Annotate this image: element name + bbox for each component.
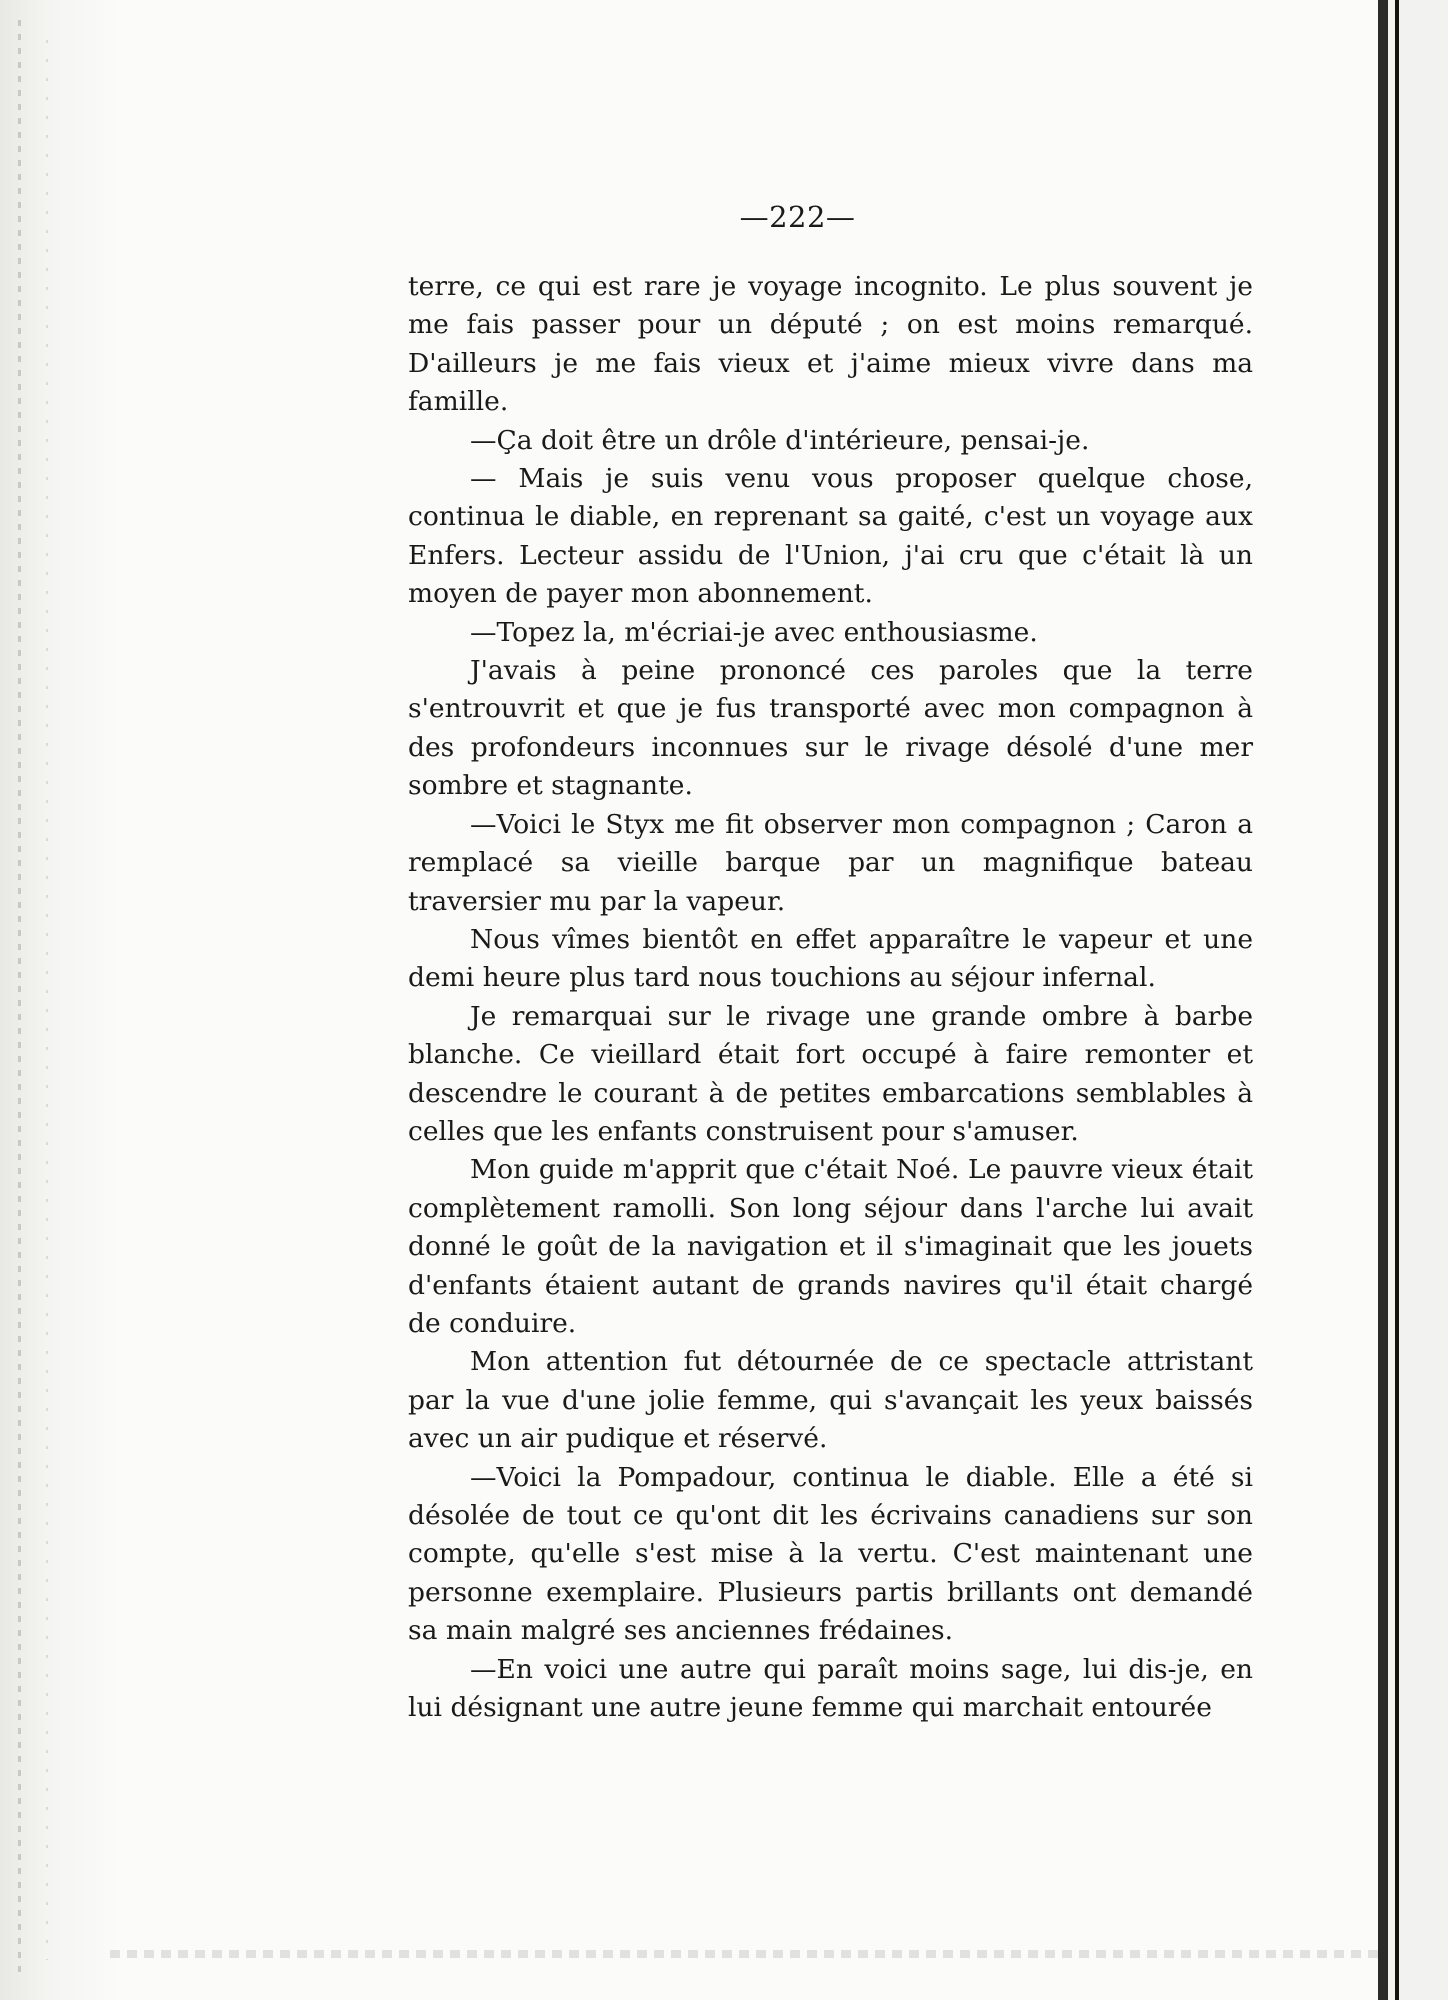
page-right-border (1378, 0, 1388, 2000)
paragraph: —Voici la Pompadour, continua le diable. Elle a été si désolée de tout ce qu'ont dit les écrivains canadiens sur son compte, qu'elle s'est mise à la vertu. C'est maintenant une personne exemplaire. Plusieurs partis brillants ont demandé sa main malgré ses anciennes frédaines. (408, 1461, 1253, 1647)
binding-edge (0, 0, 120, 2000)
paragraph: —Voici le Styx me fit observer mon compagnon ; Caron a remplacé sa vieille barque par un magnifique bateau traversier mu par la vapeur. (408, 808, 1253, 917)
adjacent-page-edge (1395, 0, 1399, 2000)
paragraph: —Topez la, m'écriai-je avec enthousiasme. (470, 616, 1038, 648)
paragraph: J'avais à peine prononcé ces paroles que la terre s'entrouvrit et que je fus transporté avec mon compagnon à des profondeurs inconnues sur le rivage désolé d'une mer sombre et stagnante. (408, 655, 1253, 802)
paragraph: Mon attention fut détournée de ce spectacle attristant par la vue d'une jolie femme, qui s'avançait les yeux baissés avec un air pudique et réservé. (408, 1346, 1253, 1455)
body-text (408, 268, 1253, 1727)
paragraph: Nous vîmes bientôt en effet apparaître le vapeur et une demi heure plus tard nous touchions au séjour infernal. (408, 923, 1253, 994)
paragraph: terre, ce qui est rare je voyage incognito. Le plus souvent je me fais passer pour un député ; on est moins remarqué. D'ailleurs je me fais vieux et j'aime mieux vivre dans ma famille. (408, 271, 1253, 418)
paragraph: — Mais je suis venu vous proposer quelque chose, continua le diable, en reprenant sa gaité, c'est un voyage aux Enfers. Lecteur assidu de l'Union, j'ai cru que c'était là un moyen de payer mon abonnement. (408, 463, 1253, 610)
page-number: —222— (739, 200, 856, 234)
paragraph: Je remarquai sur le rivage une grande ombre à barbe blanche. Ce vieillard était fort occupé à faire remonter et descendre le courant à de petites embarcations semblables à celles que les enfants construisent pour s'amuser. (408, 1000, 1253, 1147)
page-bottom-edge (110, 1950, 1380, 1958)
paragraph: Mon guide m'apprit que c'était Noé. Le pauvre vieux était complètement ramolli. Son long séjour dans l'arche lui avait donné le goût de la navigation et il s'imaginait que les jouets d'enfants étaient autant de grands navires qu'il était chargé de conduire. (408, 1154, 1253, 1339)
paragraph: —En voici une autre qui paraît moins sage, lui dis-je, en lui désignant une autre jeune femme qui marchait entourée (408, 1653, 1253, 1724)
paragraph: —Ça doit être un drôle d'intérieure, pensai-je. (470, 424, 1090, 456)
